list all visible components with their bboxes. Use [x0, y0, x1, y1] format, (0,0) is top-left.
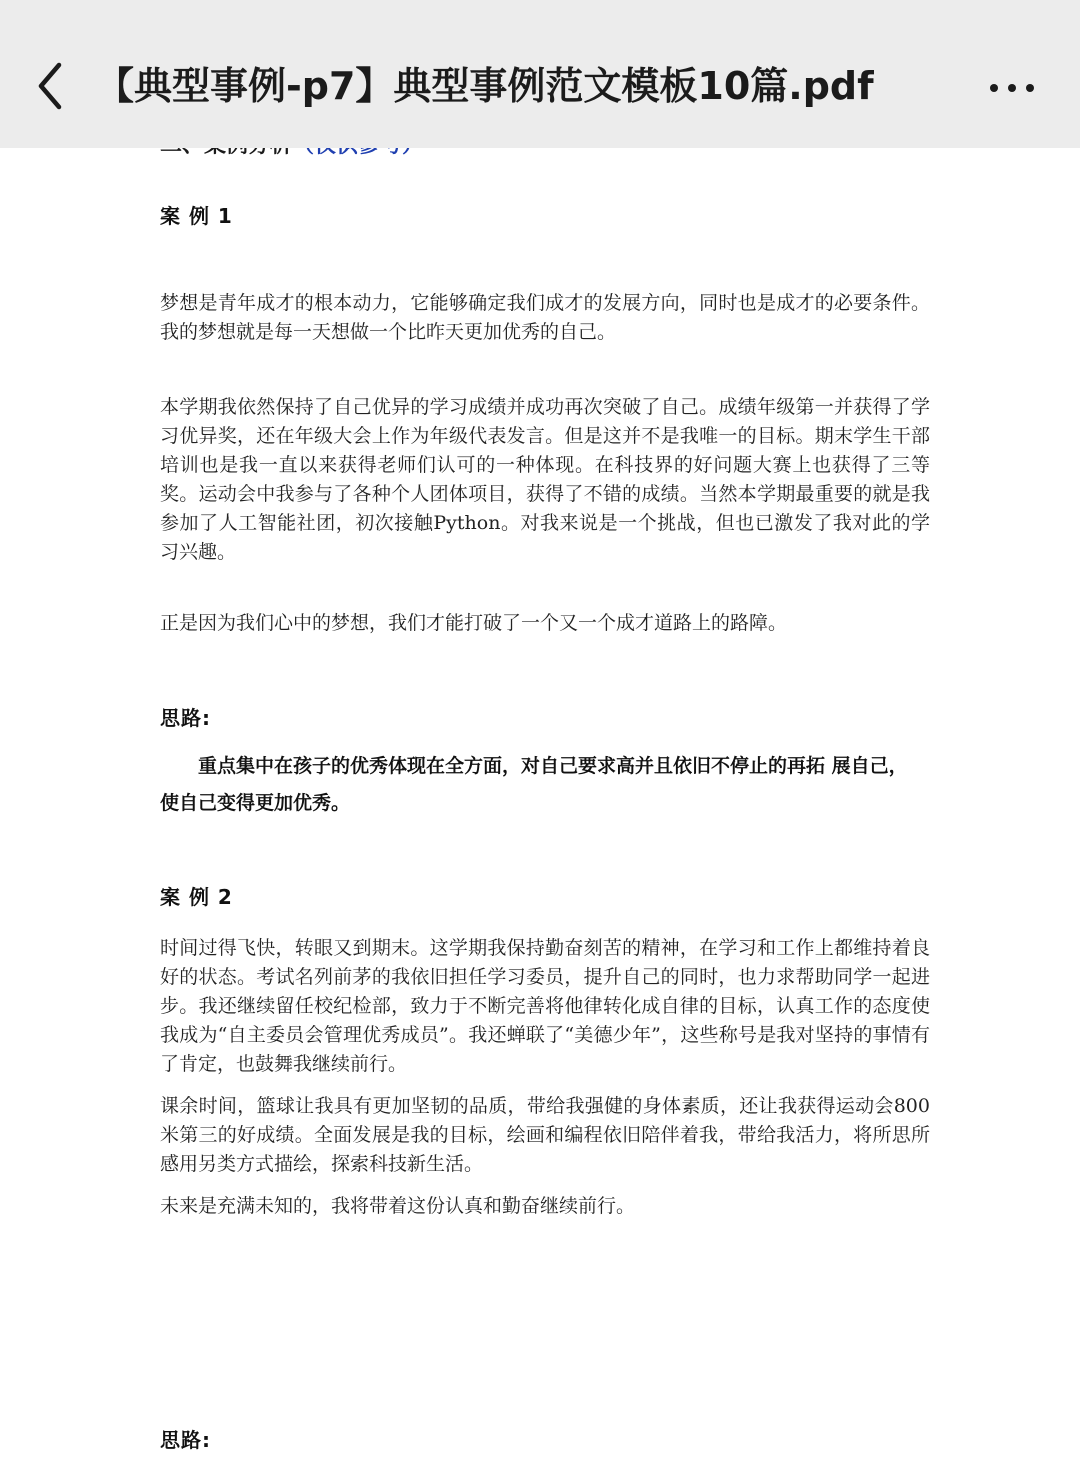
back-button[interactable] — [22, 54, 78, 118]
case-1-paragraph-3: 正是因为我们心中的梦想，我们才能打破了一个又一个成才道路上的路障。 — [160, 612, 788, 634]
case-2-paragraph-3: 未来是充满未知的，我将带着这份认真和勤奋继续前行。 — [160, 1195, 636, 1217]
case-2-paragraph-2: 课余时间，篮球让我具有更加坚韧的品质，带给我强健的身体素质，还让我获得运动会800米第三的好成绩。全面发展是我的目标，绘画和编程依旧陪伴着我，带给我活力，将所思所感用另类方式描绘，探索科技新生活。 — [160, 1095, 930, 1175]
case-2-thinking-label: 思路: — [160, 1428, 211, 1452]
document-title: 【典型事例-p7】典型事例范文模板10篇.pdf — [96, 64, 874, 108]
top-app-bar — [0, 0, 1080, 148]
case-1-paragraph-2: 本学期我依然保持了自己优异的学习成绩并成功再次突破了自己。成绩年级第一并获得了学习优异奖，还在年级大会上作为年级代表发言。但是这并不是我唯一的目标。期末学生干部培训也是我一直以来获得老师们认可的一种体现。在科技界的好问题大赛上也获得了三等奖。运动会中我参与了各种个人团体项目，获得了不错的成绩。当然本学期最重要的就是我参加了人工智能社团，初次接触Python。对我来说是一个挑战，但也已激发了我对此的学习兴趣。 — [160, 396, 930, 563]
case-1-paragraph-1: 梦想是青年成才的根本动力，它能够确定我们成才的发展方向，同时也是成才的必要条件。我的梦想就是每一天想做一个比昨天更加优秀的自己。 — [160, 292, 930, 343]
case-1-thinking-text: 重点集中在孩子的优秀体现在全方面，对自己要求高并且依旧不停止的再拓 展自己，使自己变得更加优秀。 — [160, 755, 908, 814]
case-1-thinking-label: 思路: — [160, 706, 211, 730]
more-options-button[interactable] — [972, 60, 1052, 116]
case-2-paragraph-1: 时间过得飞快，转眼又到期末。这学期我保持勤奋刻苦的精神，在学习和工作上都维持着良好的状态。考试名列前茅的我依旧担任学习委员，提升自己的同时，也力求帮助同学一起进步。我还继续留任校纪检部，致力于不断完善将他律转化成自律的目标，认真工作的态度使我成为“自主委员会管理优秀成员”。我还蝉联了“美德少年”，这些称号是我对坚持的事情有了肯定，也鼓舞我继续前行。 — [160, 937, 930, 1075]
chevron-left-icon — [32, 60, 68, 112]
more-horizontal-icon — [985, 84, 1039, 92]
case-1-heading: 案 例 1 — [160, 204, 233, 228]
case-2-heading: 案 例 2 — [160, 885, 233, 909]
